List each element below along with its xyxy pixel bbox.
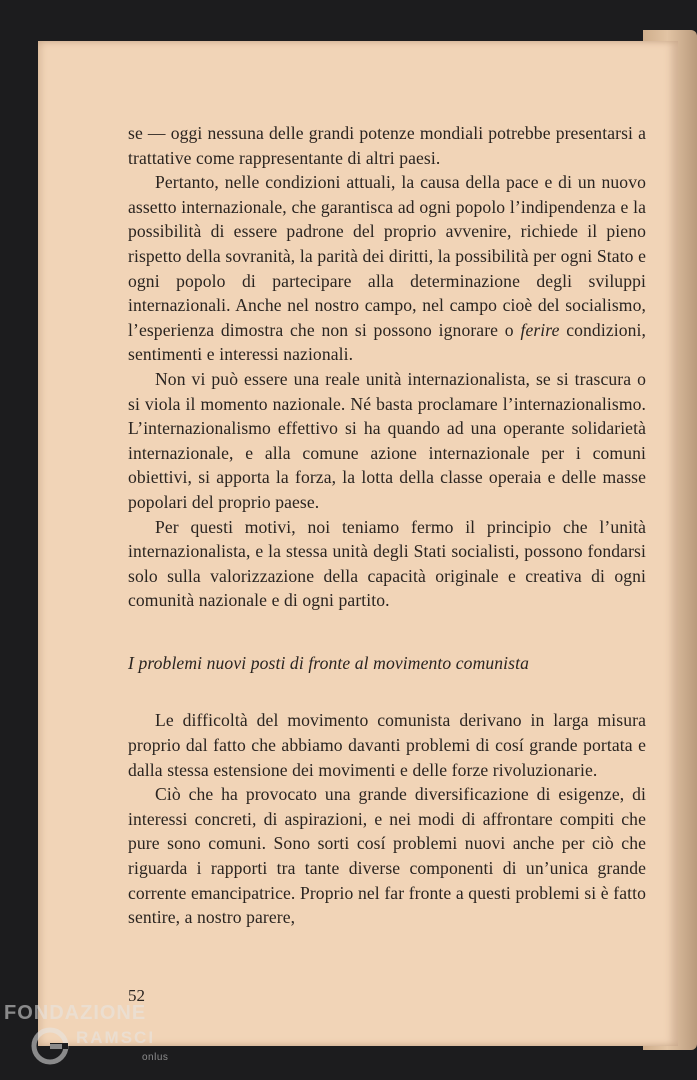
paragraph-4: Per questi motivi, noi teniamo fermo il principio che l’unità internazionalista, e la stessa unità degli Stati socialisti, possono fondarsi solo sulla valorizzazione della capacità originale e creativa di ogni comunità nazionale e di ogni partito. bbox=[128, 516, 646, 611]
watermark-line-2: RAMSCI bbox=[76, 1028, 156, 1047]
watermark bbox=[4, 1002, 194, 1080]
body-text bbox=[128, 121, 646, 930]
paragraph-1: se — oggi nessuna delle grandi potenze mondiali potrebbe presentarsi a trattative come rappresentante di altri paesi. bbox=[128, 123, 646, 168]
page-number: 52 bbox=[128, 986, 145, 1005]
fondazione-logo-icon bbox=[30, 1026, 70, 1066]
paragraph-6: Ciò che ha provocato una grande diversificazione di esigenze, di interessi concreti, di aspirazioni, e nei modi di affrontare compiti che pure sono comuni. Sono sorti cosí problemi nuovi anche per ciò che riguarda i rapporti tra tante diverse componenti di un’unica grande corrente emancipatrice. Proprio nel far fronte a questi problemi si è fatto sentire, a nostro parere, bbox=[128, 784, 646, 928]
emphasis: ferire bbox=[520, 319, 560, 340]
paragraph-5: Le difficoltà del movimento comunista derivano in larga misura proprio dal fatto che abbiamo davanti problemi di cosí grande portata e dalla stessa estensione dei movimenti e delle forze rivoluzionarie. bbox=[128, 710, 646, 780]
watermark-line-3: onlus bbox=[142, 1052, 169, 1063]
book-page bbox=[38, 41, 678, 1046]
section-heading: I problemi nuovi posti di fronte al movimento comunista bbox=[128, 652, 529, 673]
paragraph-3: Non vi può essere una reale unità internazionalista, se si trascura o si viola il momento nazionale. Né basta proclamare l’internazionalismo. L’internazionalismo effettivo si ha quando ad una operante solidarietà internazionale, e alla comune azione internazionale per i comuni obiettivi, si apporta la forza, la lotta della classe operaia e delle masse popolari del proprio paese. bbox=[128, 368, 646, 512]
paragraph-2: Pertanto, nelle condizioni attuali, la causa della pace e di un nuovo assetto internazionale, che garantisca ad ogni popolo l’indipendenza e la possibilità di essere padrone del proprio avvenire, richiede il pieno rispetto della sovranità, la parità dei diritti, la possibilità per ogni Stato e ogni popolo di partecipare alla determinazione degli sviluppi internazionali. Anche nel nostro campo, nel campo cioè del socialismo, l’esperienza dimostra che non si possono ignorare o ferire condizioni, sentimenti e interessi nazionali. bbox=[128, 172, 646, 365]
watermark-line-1: FONDAZIONE bbox=[4, 1002, 147, 1024]
